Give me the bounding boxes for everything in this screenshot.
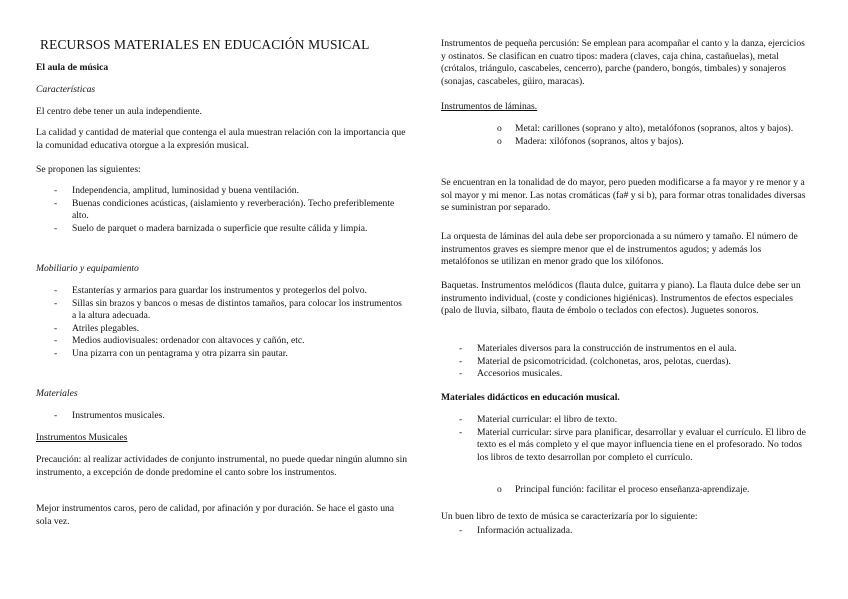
paragraph-percusion: Instrumentos de pequeña percusión: Se emplean para acompañar el canto y la danza, ejercicios y ostinatos. Se clasifican en cuatro tipos: madera (claves, caja china, castañuelas), metal (crótalos, triángulo, cascabeles, cencerro), parche (pandero, bongós, timbales) y sonajeros (sonajas, cascabeles, güiro, maracas). xyxy=(441,38,805,87)
list-materiales-diversos xyxy=(441,343,811,381)
list-item: - Estanterías y armarios para guardar los instrumentos y protegerlos del polvo. xyxy=(36,285,408,298)
list-item: - Buenas condiciones acústicas, (aislamiento y reverberación). Techo preferiblemente alto. xyxy=(36,198,408,223)
list-item: o Principal función: facilitar el proceso enseñanza-aprendizaje. xyxy=(441,484,811,497)
paragraph-calidad: La calidad y cantidad de material que contenga el aula muestran relación con la importancia que la comunidad educativa otorgue a la expresión musical. xyxy=(36,127,406,151)
paragraph-proponen: Se proponen las siguientes: xyxy=(36,164,141,175)
list-didacticos xyxy=(441,414,811,464)
list-didacticos-sub xyxy=(441,484,811,497)
list-item: - Medios audiovisuales: ordenador con altavoces y cañón, etc. xyxy=(36,335,408,348)
paragraph-orquesta: La orquesta de láminas del aula debe ser proporcionada a su número y tamaño. El número de instrumentos graves es siempre menor que el de instrumentos agudos; y además los metalófonos se utilizan en menor grado que los xilófonos. xyxy=(441,231,798,267)
list-item: - Suelo de parquet o madera barnizada o superficie que resulte cálida y limpia. xyxy=(36,223,408,236)
heading-caracteristicas: Características xyxy=(36,84,96,95)
list-mobiliario xyxy=(36,285,408,360)
list-item: - Información actualizada. xyxy=(441,525,811,538)
list-item: - Sillas sin brazos y bancos o mesas de distintos tamaños, para colocar los instrumentos a la altura adecuada. xyxy=(36,298,408,323)
list-materiales xyxy=(36,410,408,423)
heading-materiales: Materiales xyxy=(36,388,78,399)
heading-laminas: Instrumentos de láminas. xyxy=(441,101,538,112)
list-caracteristicas-libro xyxy=(441,525,811,538)
list-item: - Independencia, amplitud, luminosidad y buena ventilación. xyxy=(36,185,408,198)
heading-instrumentos: Instrumentos Musicales xyxy=(36,432,128,443)
paragraph-tonalidad: Se encuentran en la tonalidad de do mayor, pero pueden modificarse a fa mayor y re menor y a sol mayor y mi menor. Las notas cromáticas (fa# y si b), para formar otras tonalidades diversas se suministran por separado. xyxy=(441,177,806,213)
paragraph-baquetas: Baquetas. Instrumentos melódicos (flauta dulce, guitarra y piano). La flauta dulce debe ser un instrumento individual, (coste y condiciones higiénicas). Instrumentos de efectos especiales (palo de lluvia, silbato, flauta de émbolo o teclados con efectos). Juguetes sonoros. xyxy=(441,280,801,316)
list-item: o Metal: carillones (soprano y alto), metalófonos (sopranos, altos y bajos). xyxy=(441,123,811,136)
heading-didacticos: Materiales didácticos en educación musical. xyxy=(441,392,620,403)
list-item: - Material de psicomotricidad. (colchonetas, aros, pelotas, cuerdas). xyxy=(441,356,811,369)
paragraph-centro: El centro debe tener un aula independiente. xyxy=(36,106,202,117)
list-laminas xyxy=(441,123,811,148)
list-item: o Madera: xilófonos (sopranos, altos y bajos). xyxy=(441,136,811,149)
list-item: - Instrumentos musicales. xyxy=(36,410,408,423)
list-item: - Material curricular: el libro de texto. xyxy=(441,414,811,427)
section-heading-aula: El aula de música xyxy=(36,62,109,73)
list-caracteristicas xyxy=(36,185,408,235)
list-item: - Atriles plegables. xyxy=(36,323,408,336)
paragraph-mejor-instrumentos: Mejor instrumentos caros, pero de calidad, por afinación y por duración. Se hace el gasto una sola vez. xyxy=(36,503,395,527)
list-item: - Material curricular: sirve para planificar, desarrollar y evaluar el currículo. El libro de texto es el más completo y el que mayor influencia tiene en el profesorado. No todos los libros de texto desarrollan por completo el currículo. xyxy=(441,427,811,465)
paragraph-precaucion: Precaución: al realizar actividades de conjunto instrumental, no puede quedar ningún alumno sin instrumento, a excepción de donde predomine el canto sobre los instrumentos. xyxy=(36,454,408,478)
list-item: - Una pizarra con un pentagrama y otra pizarra sin pautar. xyxy=(36,348,408,361)
document-title: RECURSOS MATERIALES EN EDUCACIÓN MUSICAL xyxy=(40,37,370,52)
list-item: - Accesorios musicales. xyxy=(441,368,811,381)
paragraph-buen-libro: Un buen libro de texto de música se caracterizaría por lo siguiente: xyxy=(441,511,698,522)
list-item: - Materiales diversos para la construcción de instrumentos en el aula. xyxy=(441,343,811,356)
heading-mobiliario: Mobiliario y equipamiento xyxy=(36,263,139,274)
